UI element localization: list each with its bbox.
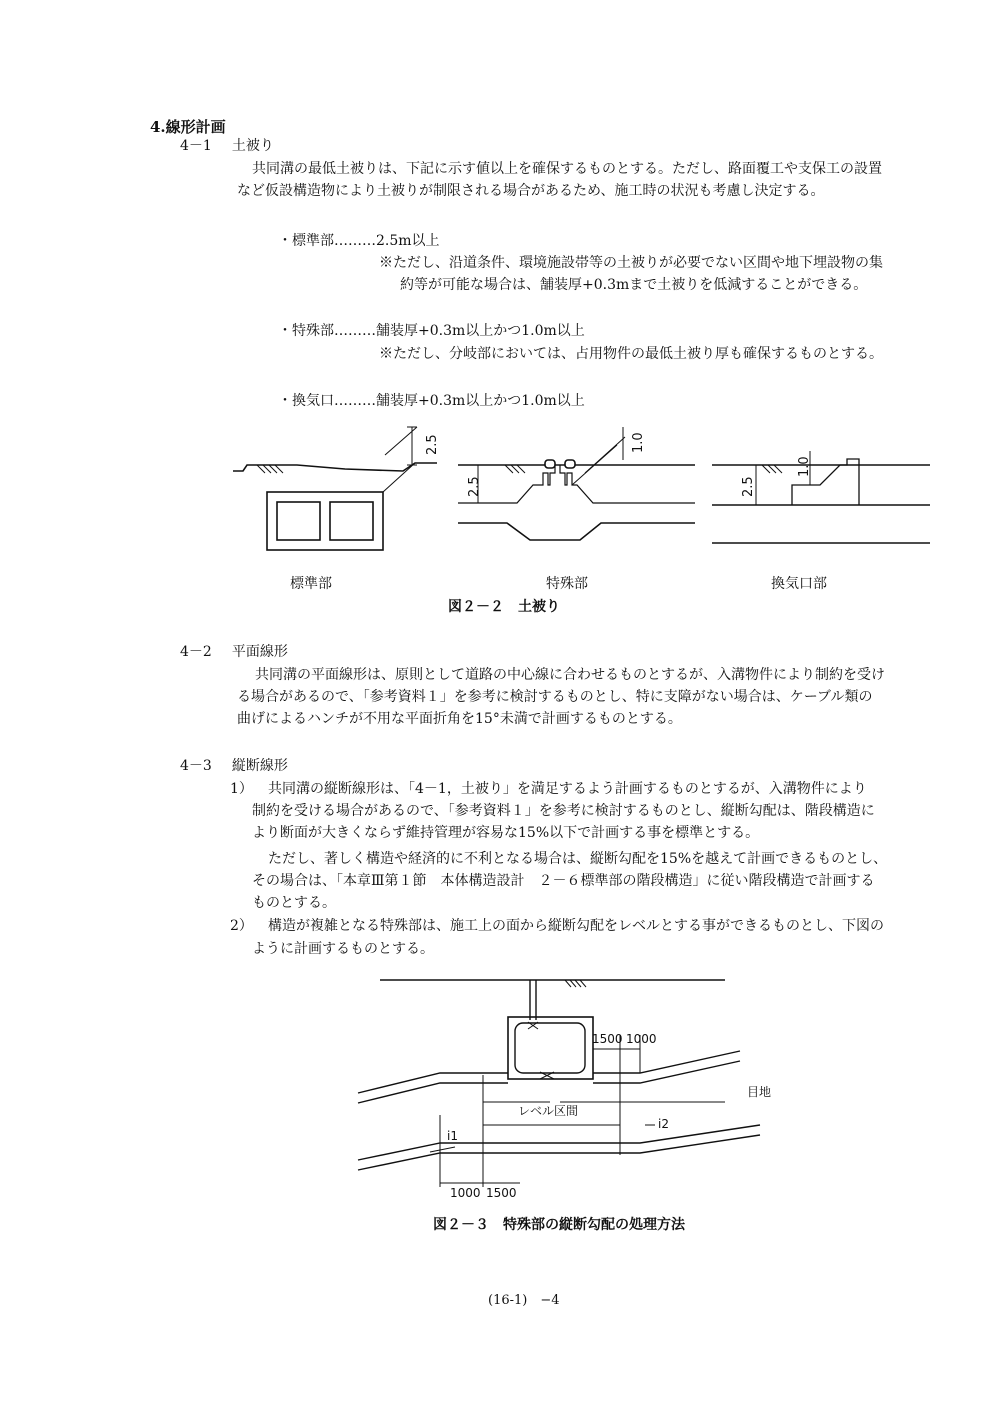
level-section-label: レベル区間 [518,1104,579,1118]
joint-label: 目地 [747,1085,772,1099]
cover-item-vent: ・換気口………舗装厚+0.3m以上かつ1.0m以上 [278,393,585,409]
paragraph-line: 曲げによるハンチが不用な平面折角を15°未満で計画するものとする。 [237,711,682,727]
slope-label-i2: i2 [658,1117,669,1131]
paragraph-line: ただし、著しく構造や経済的に不利となる場合は、縦断勾配を15%を越えて計画できるものとし、 [268,851,888,867]
dimension-label: 2.5 [467,476,482,497]
paragraph-line: 共同溝の最低土被りは、下記に示す値以上を確保するものとする。ただし、路面覆工や支保工の設置 [252,161,882,177]
figure-2-3-caption: 図２－３ 特殊部の縦断勾配の処理方法 [433,1217,685,1233]
section-heading [150,116,226,137]
list-number: 2） [230,918,253,934]
cover-item-special: ・特殊部………舗装厚+0.3m以上かつ1.0m以上 [278,323,585,339]
paragraph-line: その場合は、「本章Ⅲ第１節 本体構造設計 ２－６標準部の階段構造」に従い階段構造で計画する [252,873,875,889]
figure-2-2-caption: 図２－２ 土被り [448,599,560,615]
figure-label-special: 特殊部 [546,576,588,592]
subsection-4-1-heading [180,135,274,157]
paragraph-line: ように計画するものとする。 [252,941,434,957]
subsection-number: 4－3 [180,758,212,774]
figure-2-3-drawing [350,975,790,1205]
subsection-4-3-heading [180,755,288,777]
slope-label-i1: i1 [447,1129,458,1143]
dimension-label: 1000 [450,1186,481,1200]
section-title: 線形計画 [165,118,226,136]
subsection-number: 4－2 [180,644,212,660]
dimension-label: 1000 [626,1032,657,1046]
paragraph-line: など仮設構造物により土被りが制限される場合があるため、施工時の状況も考慮し決定する。 [237,183,825,199]
paragraph-line: 共同溝の平面線形は、原則として道路の中心線に合わせるものとするが、入溝物件により制約を受け [255,667,885,683]
note-line: 約等が可能な場合は、舗装厚+0.3mまで土被りを低減することができる。 [400,277,868,293]
figure-label-standard: 標準部 [290,576,332,592]
list-number: 1） [230,781,253,797]
section-number: 4. [150,118,166,136]
dimension-label: 1.0 [797,456,812,477]
subsection-title: 縦断線形 [231,758,288,774]
dimension-label: 1500 [592,1032,623,1046]
cover-item-standard: ・標準部………2.5m以上 [278,233,440,249]
dimension-label: 1500 [486,1186,517,1200]
note-line: ※ただし、沿道条件、環境施設帯等の土被りが必要でない区間や地下埋設物の集 [379,255,883,271]
paragraph-line: ものとする。 [252,895,336,911]
note-line: ※ただし、分岐部においては、占用物件の最低土被り厚も確保するものとする。 [379,346,883,362]
paragraph-line: 構造が複雑となる特殊部は、施工上の面から縦断勾配をレベルとする事ができるものとし、下図の [268,918,884,934]
page-number: (16-1) −4 [488,1293,560,1308]
dimension-label: 2.5 [425,434,440,455]
paragraph-line: 制約を受ける場合があるので、「参考資料１」を参考に検討するものとし、縦断勾配は、階段構造に [252,803,875,819]
subsection-title: 平面線形 [231,644,288,660]
figure-label-vent: 換気口部 [771,576,827,592]
subsection-number: 4－1 [180,138,212,154]
paragraph-line: る場合があるので、「参考資料１」を参考に検討するものとし、特に支障がない場合は、ケーブル類の [237,689,873,705]
subsection-title: 土被り [231,138,274,154]
dimension-label: 1.0 [631,432,646,453]
dimension-label: 2.5 [741,476,756,497]
paragraph-line: より断面が大きくならず維持管理が容易な15%以下で計画する事を標準とする。 [252,825,760,841]
subsection-4-2-heading [180,641,288,663]
paragraph-line: 共同溝の縦断線形は、「4－1，土被り」を満足するよう計画するものとするが、入溝物件により [268,781,867,797]
figure-2-2-drawing [225,415,930,565]
